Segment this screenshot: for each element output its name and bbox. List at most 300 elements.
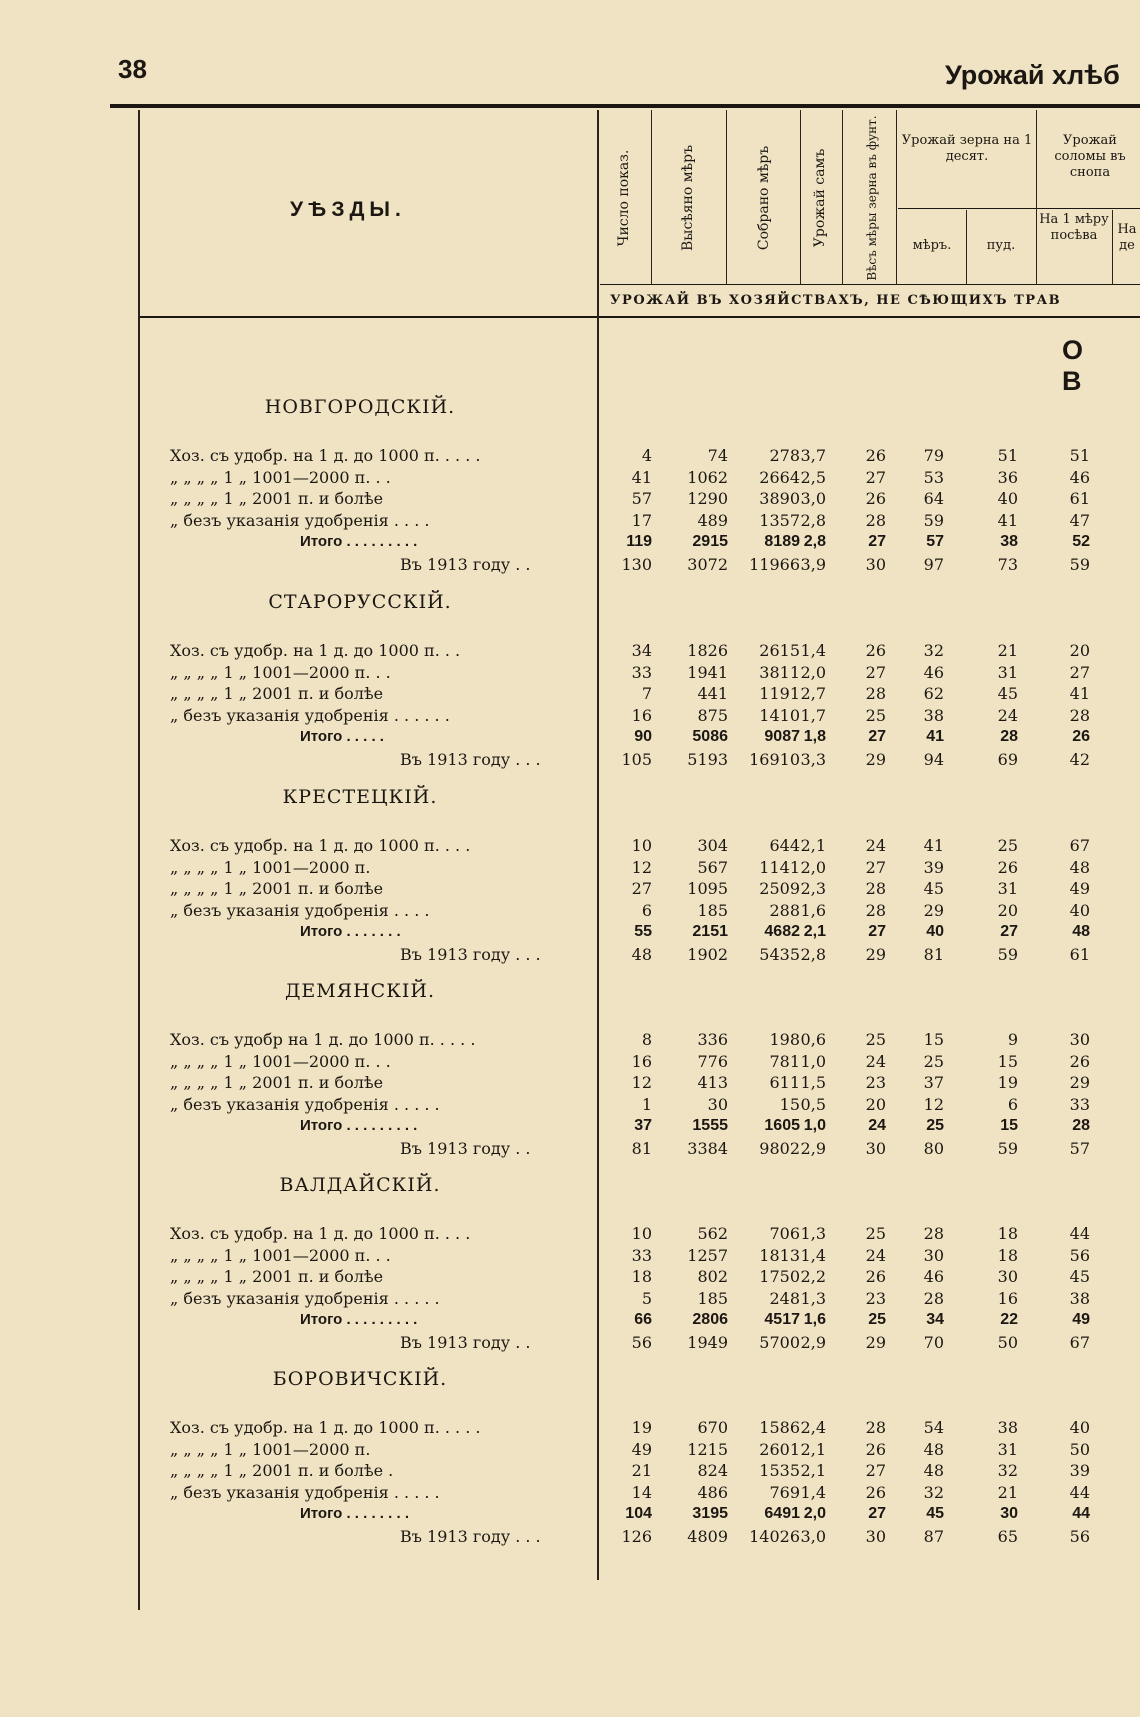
table-row (0, 706, 1140, 728)
cell-value: 29 (923, 901, 944, 920)
cell-value: 38 (1000, 533, 1018, 550)
row-label: Въ 1913 году . . (400, 555, 531, 574)
total-row (0, 1117, 1140, 1139)
cell-value: 30 (997, 1267, 1018, 1286)
cell-value: 875 (697, 706, 728, 725)
row-label: „ „ „ „ 1 „ 2001 п. и болѣе (170, 489, 384, 508)
cell-value: 44 (1069, 1224, 1090, 1243)
cell-value: 18 (631, 1267, 652, 1286)
cell-value: 33 (631, 663, 652, 682)
cell-value: 25 (865, 706, 886, 725)
cell-value: 30 (707, 1095, 728, 1114)
cell-value: 51 (1069, 446, 1090, 465)
cell-value: 2,8 (800, 511, 826, 530)
table-row (0, 1418, 1140, 1440)
cell-value: 39 (1069, 1461, 1090, 1480)
district-name: БОРОВИЧСКІЙ. (272, 1368, 448, 1390)
row-label: „ „ „ „ 1 „ 2001 п. и болѣе (170, 1267, 384, 1286)
cell-value: 1,3 (800, 1289, 826, 1308)
cell-value: 49 (631, 1440, 652, 1459)
districts-header: УѢЗДЫ. (290, 198, 406, 221)
cell-value: 67 (1069, 1333, 1090, 1352)
cell-value: 24 (868, 1117, 886, 1134)
cell-value: 9 (1007, 1030, 1018, 1049)
cell-value: 1813 (759, 1246, 800, 1265)
column-line (966, 210, 967, 285)
cell-value: 36 (997, 468, 1018, 487)
cell-value: 1750 (759, 1267, 800, 1286)
cell-value: 1535 (759, 1461, 800, 1480)
cell-value: 3,9 (800, 555, 826, 574)
cell-value: 49 (1069, 879, 1090, 898)
cell-value: 41 (923, 836, 944, 855)
cell-value: 74 (707, 446, 728, 465)
year-1913-row (0, 555, 1140, 577)
cell-value: 104 (625, 1505, 652, 1522)
cell-value: 19 (631, 1418, 652, 1437)
row-label: „ безъ указанія удобренія . . . . (170, 511, 430, 530)
cell-value: 3384 (687, 1139, 728, 1158)
cell-value: 30 (865, 555, 886, 574)
column-line (842, 110, 843, 285)
cell-value: 6 (641, 901, 652, 920)
cell-value: 46 (923, 663, 944, 682)
cell-value: 28 (865, 879, 886, 898)
cell-value: 1605 (764, 1117, 800, 1134)
cell-value: 40 (1069, 1418, 1090, 1437)
row-label: Хоз. съ удобр. на 1 д. до 1000 п. . . . (170, 836, 471, 855)
table-row (0, 1052, 1140, 1074)
cell-value: 61 (1069, 945, 1090, 964)
cell-value: 26 (865, 1483, 886, 1502)
cell-value: 18 (997, 1246, 1018, 1265)
cell-value: 29 (865, 945, 886, 964)
cell-value: 57 (1069, 1139, 1090, 1158)
cell-value: 41 (997, 511, 1018, 530)
row-label: Хоз. съ удобр. на 1 д. до 1000 п. . . . . (170, 446, 481, 465)
cell-value: 41 (926, 728, 944, 745)
cell-value: 59 (997, 1139, 1018, 1158)
cell-value: 65 (997, 1527, 1018, 1546)
row-label: „ безъ указанія удобренія . . . . . (170, 1483, 440, 1502)
total-row (0, 1505, 1140, 1527)
cell-value: 32 (923, 641, 944, 660)
cell-value: 10 (631, 1224, 652, 1243)
cell-value: 27 (1000, 923, 1018, 940)
cell-value: 1290 (687, 489, 728, 508)
cell-value: 2,8 (800, 945, 826, 964)
row-label: Итого . . . . . . . (300, 923, 401, 940)
cell-value: 42 (1069, 750, 1090, 769)
row-label: Итого . . . . . (300, 728, 384, 745)
cell-value: 21 (631, 1461, 652, 1480)
header-measures: мѣръ. (912, 238, 952, 253)
header-sown: Высѣяно мѣръ (680, 145, 696, 251)
row-label: Въ 1913 году . . . (400, 945, 541, 964)
page-number: 38 (118, 54, 147, 84)
row-label: „ „ „ „ 1 „ 1001—2000 п. . . (170, 1246, 391, 1265)
table-row (0, 901, 1140, 923)
cell-value: 3195 (692, 1505, 728, 1522)
cell-value: 2,1 (800, 1461, 826, 1480)
header-poods: пуд. (986, 238, 1016, 253)
cell-value: 62 (923, 684, 944, 703)
cell-value: 562 (697, 1224, 728, 1243)
header-cut: На де (1117, 222, 1137, 253)
cell-value: 81 (631, 1139, 652, 1158)
cell-value: 1,4 (800, 1246, 826, 1265)
cell-value: 1191 (759, 684, 800, 703)
cell-value: 26 (1072, 728, 1090, 745)
cell-value: 3890 (759, 489, 800, 508)
cell-value: 9802 (759, 1139, 800, 1158)
cell-value: 336 (697, 1030, 728, 1049)
cell-value: 1,8 (803, 728, 826, 745)
top-rule (110, 104, 1140, 108)
cell-value: 441 (697, 684, 728, 703)
cell-value: 50 (1069, 1440, 1090, 1459)
cell-value: 776 (697, 1052, 728, 1071)
header-per-measure: На 1 мѣру посѣва (1039, 212, 1109, 243)
cell-value: 16910 (749, 750, 800, 769)
cell-value: 5700 (759, 1333, 800, 1352)
cell-value: 54 (923, 1418, 944, 1437)
cell-value: 2,9 (800, 1139, 826, 1158)
cell-value: 26 (997, 858, 1018, 877)
cell-value: 611 (769, 1073, 800, 1092)
cell-value: 47 (1069, 511, 1090, 530)
row-label: Итого . . . . . . . . . (300, 1117, 418, 1134)
cell-value: 73 (997, 555, 1018, 574)
cell-value: 126 (621, 1527, 652, 1546)
table-row (0, 641, 1140, 663)
cell-value: 32 (923, 1483, 944, 1502)
cell-value: 1,4 (800, 641, 826, 660)
cell-value: 87 (923, 1527, 944, 1546)
cell-value: 30 (865, 1527, 886, 1546)
table-row (0, 511, 1140, 533)
cell-value: 3,3 (800, 750, 826, 769)
cell-value: 15 (923, 1030, 944, 1049)
cell-value: 38 (923, 706, 944, 725)
header-count: Число показ. (616, 149, 632, 247)
cell-value: 1,6 (803, 1311, 826, 1328)
table-row (0, 1267, 1140, 1289)
cell-value: 2664 (759, 468, 800, 487)
cell-value: 25 (923, 1052, 944, 1071)
row-label: „ безъ указанія удобренія . . . . (170, 901, 430, 920)
cell-value: 25 (926, 1117, 944, 1134)
cell-value: 2,1 (800, 836, 826, 855)
row-label: „ „ „ „ 1 „ 1001—2000 п. . . (170, 1052, 391, 1071)
cell-value: 26 (1069, 1052, 1090, 1071)
cell-value: 30 (865, 1139, 886, 1158)
cell-value: 45 (926, 1505, 944, 1522)
subtitle-rule (600, 284, 1140, 285)
cell-value: 2,0 (803, 1505, 826, 1522)
cell-value: 44 (1069, 1483, 1090, 1502)
row-label: „ „ „ „ 1 „ 1001—2000 п. . . (170, 468, 391, 487)
cell-value: 769 (769, 1483, 800, 1502)
cell-value: 12 (631, 858, 652, 877)
row-label: „ „ „ „ 1 „ 1001—2000 п. . . (170, 663, 391, 682)
cell-value: 130 (621, 555, 652, 574)
cell-value: 288 (769, 901, 800, 920)
cell-value: 45 (1069, 1267, 1090, 1286)
cell-value: 4809 (687, 1527, 728, 1546)
cell-value: 1410 (759, 706, 800, 725)
table-row (0, 1289, 1140, 1311)
table-row (0, 446, 1140, 468)
cell-value: 2601 (759, 1440, 800, 1459)
cell-value: 1,5 (800, 1073, 826, 1092)
cell-value: 25 (868, 1311, 886, 1328)
total-row (0, 923, 1140, 945)
cell-value: 38 (1069, 1289, 1090, 1308)
cell-value: 278 (769, 446, 800, 465)
cell-value: 1555 (692, 1117, 728, 1134)
cell-value: 56 (1069, 1246, 1090, 1265)
cell-value: 185 (697, 1289, 728, 1308)
row-label: Въ 1913 году . . . (400, 1527, 541, 1546)
cell-value: 24 (997, 706, 1018, 725)
cell-value: 1257 (687, 1246, 728, 1265)
cell-value: 1,6 (800, 901, 826, 920)
cell-value: 40 (997, 489, 1018, 508)
cell-value: 1941 (687, 663, 728, 682)
cell-value: 119 (626, 533, 652, 550)
cell-value: 4517 (764, 1311, 800, 1328)
row-label: Итого . . . . . . . . . (300, 1311, 418, 1328)
cell-value: 37 (923, 1073, 944, 1092)
cell-value: 27 (631, 879, 652, 898)
cell-value: 781 (769, 1052, 800, 1071)
cell-value: 31 (997, 663, 1018, 682)
cell-value: 41 (631, 468, 652, 487)
cell-value: 5193 (687, 750, 728, 769)
cell-value: 66 (634, 1311, 652, 1328)
cell-value: 55 (634, 923, 652, 940)
cell-value: 1215 (687, 1440, 728, 1459)
cell-value: 1,0 (803, 1117, 826, 1134)
row-label: „ безъ указанія удобренія . . . . . (170, 1095, 440, 1114)
cell-value: 644 (769, 836, 800, 855)
table-row (0, 1073, 1140, 1095)
cell-value: 27 (868, 1505, 886, 1522)
cell-value: 59 (997, 945, 1018, 964)
column-line (651, 110, 652, 285)
cell-value: 57 (926, 533, 944, 550)
cell-value: 2151 (692, 923, 728, 940)
cell-value: 25 (997, 836, 1018, 855)
cell-value: 4 (641, 446, 652, 465)
cell-value: 2615 (759, 641, 800, 660)
row-label: „ „ „ „ 1 „ 2001 п. и болѣе (170, 1073, 384, 1092)
cell-value: 1357 (759, 511, 800, 530)
table-row (0, 663, 1140, 685)
cell-value: 40 (926, 923, 944, 940)
year-1913-row (0, 945, 1140, 967)
district-name: ДЕМЯНСКІЙ. (284, 980, 436, 1002)
table-row (0, 1095, 1140, 1117)
cell-value: 5086 (692, 728, 728, 745)
cell-value: 46 (1069, 468, 1090, 487)
cell-value: 706 (769, 1224, 800, 1243)
cell-value: 34 (926, 1311, 944, 1328)
year-1913-row (0, 1333, 1140, 1355)
row-label: „ безъ указанія удобренія . . . . . . (170, 706, 450, 725)
cell-value: 9087 (764, 728, 800, 745)
cell-value: 49 (1072, 1311, 1090, 1328)
cell-value: 12 (923, 1095, 944, 1114)
total-row (0, 1311, 1140, 1333)
cell-value: 1141 (759, 858, 800, 877)
cell-value: 16 (631, 706, 652, 725)
cell-value: 27 (1069, 663, 1090, 682)
cell-value: 5 (641, 1289, 652, 1308)
cell-value: 44 (1072, 1505, 1090, 1522)
cell-value: 7 (641, 684, 652, 703)
cell-value: 489 (697, 511, 728, 530)
cell-value: 27 (865, 858, 886, 877)
cell-value: 1,0 (800, 1052, 826, 1071)
cell-value: 2,3 (800, 879, 826, 898)
row-label: Хоз. съ удобр на 1 д. до 1000 п. . . . . (170, 1030, 476, 1049)
table-row (0, 1483, 1140, 1505)
cell-value: 20 (865, 1095, 886, 1114)
cell-value: 3,0 (800, 489, 826, 508)
cell-value: 26 (865, 1440, 886, 1459)
cell-value: 69 (997, 750, 1018, 769)
cell-value: 11966 (749, 555, 800, 574)
cell-value: 2,8 (803, 533, 826, 550)
cell-value: 2,0 (800, 663, 826, 682)
cell-value: 64 (923, 489, 944, 508)
cell-value: 17 (631, 511, 652, 530)
cell-value: 28 (865, 684, 886, 703)
row-label: Въ 1913 году . . (400, 1333, 531, 1352)
cell-value: 59 (1069, 555, 1090, 574)
cell-value: 5435 (759, 945, 800, 964)
cell-value: 2,2 (800, 1267, 826, 1286)
row-label: Хоз. съ удобр. на 1 д. до 1000 п. . . . (170, 1224, 471, 1243)
column-line (896, 110, 897, 285)
cell-value: 198 (769, 1030, 800, 1049)
table-row (0, 1440, 1140, 1462)
table-row (0, 879, 1140, 901)
cell-value: 21 (997, 1483, 1018, 1502)
cell-value: 28 (1072, 1117, 1090, 1134)
cell-value: 2,1 (800, 1440, 826, 1459)
cell-value: 1902 (687, 945, 728, 964)
cell-value: 567 (697, 858, 728, 877)
row-label: Итого . . . . . . . . . (300, 533, 418, 550)
table-row (0, 836, 1140, 858)
cell-value: 26 (865, 489, 886, 508)
table-row (0, 1246, 1140, 1268)
header-yield-fold: Урожай самъ (812, 148, 828, 248)
cell-value: 2,7 (800, 684, 826, 703)
cell-value: 1,3 (800, 1224, 826, 1243)
row-label: Хоз. съ удобр. на 1 д. до 1000 п. . . . . (170, 1418, 481, 1437)
table-subtitle: УРОЖАЙ ВЪ ХОЗЯЙСТВАХЪ, НЕ СѢЮЩИХЪ ТРАВ (610, 293, 1062, 308)
cell-value: 1095 (687, 879, 728, 898)
district-name: КРЕСТЕЦКІЙ. (282, 786, 438, 808)
cell-value: 45 (997, 684, 1018, 703)
cell-value: 802 (697, 1267, 728, 1286)
total-row (0, 728, 1140, 750)
row-label: „ „ „ „ 1 „ 2001 п. и болѣе (170, 879, 384, 898)
cell-value: 28 (1069, 706, 1090, 725)
cell-value: 28 (865, 901, 886, 920)
cell-value: 48 (1069, 858, 1090, 877)
cell-value: 30 (1069, 1030, 1090, 1049)
cell-value: 29 (865, 750, 886, 769)
cell-value: 105 (621, 750, 652, 769)
cell-value: 30 (923, 1246, 944, 1265)
row-label: Хоз. съ удобр. на 1 д. до 1000 п. . . (170, 641, 461, 660)
cell-value: 2509 (759, 879, 800, 898)
cell-value: 20 (997, 901, 1018, 920)
cell-value: 670 (697, 1418, 728, 1437)
cell-value: 27 (868, 533, 886, 550)
cell-value: 486 (697, 1483, 728, 1502)
cell-value: 80 (923, 1139, 944, 1158)
cell-value: 26 (865, 446, 886, 465)
cell-value: 97 (923, 555, 944, 574)
cell-value: 23 (865, 1073, 886, 1092)
cell-value: 2,1 (803, 923, 826, 940)
cell-value: 28 (1000, 728, 1018, 745)
cell-value: 2,4 (800, 1418, 826, 1437)
column-line (1036, 110, 1037, 285)
straw-group-header: Урожай соломы въ снопа (1054, 133, 1126, 180)
cell-value: 1826 (687, 641, 728, 660)
cell-value: 2,0 (800, 858, 826, 877)
cell-value: 52 (1072, 533, 1090, 550)
cell-value: 41 (1069, 684, 1090, 703)
cell-value: 185 (697, 901, 728, 920)
cell-value: 1,7 (800, 706, 826, 725)
row-label: „ „ „ „ 1 „ 1001—2000 п. (170, 1440, 371, 1459)
cell-value: 38 (997, 1418, 1018, 1437)
cell-value: 28 (923, 1289, 944, 1308)
row-label: „ безъ указанія удобренія . . . . . (170, 1289, 440, 1308)
row-label: Итого . . . . . . . . (300, 1505, 409, 1522)
cell-value: 31 (997, 1440, 1018, 1459)
cell-value: 20 (1069, 641, 1090, 660)
cell-value: 29 (865, 1333, 886, 1352)
cell-value: 10 (631, 836, 652, 855)
cell-value: 25 (865, 1224, 886, 1243)
cell-value: 56 (631, 1333, 652, 1352)
cell-value: 2,5 (800, 468, 826, 487)
cell-value: 61 (1069, 489, 1090, 508)
cell-value: 45 (923, 879, 944, 898)
header-harvested: Собрано мѣръ (756, 145, 772, 251)
cell-value: 29 (1069, 1073, 1090, 1092)
table-row (0, 858, 1140, 880)
district-name: СТАРОРУССКІЙ. (268, 591, 452, 613)
cell-value: 28 (865, 1418, 886, 1437)
cell-value: 2806 (692, 1311, 728, 1328)
table-row (0, 684, 1140, 706)
cell-value: 30 (1000, 1505, 1018, 1522)
table-row (0, 468, 1140, 490)
year-1913-row (0, 750, 1140, 772)
district-name: НОВГОРОДСКІЙ. (264, 396, 456, 418)
row-label: „ „ „ „ 1 „ 2001 п. и болѣе (170, 684, 384, 703)
